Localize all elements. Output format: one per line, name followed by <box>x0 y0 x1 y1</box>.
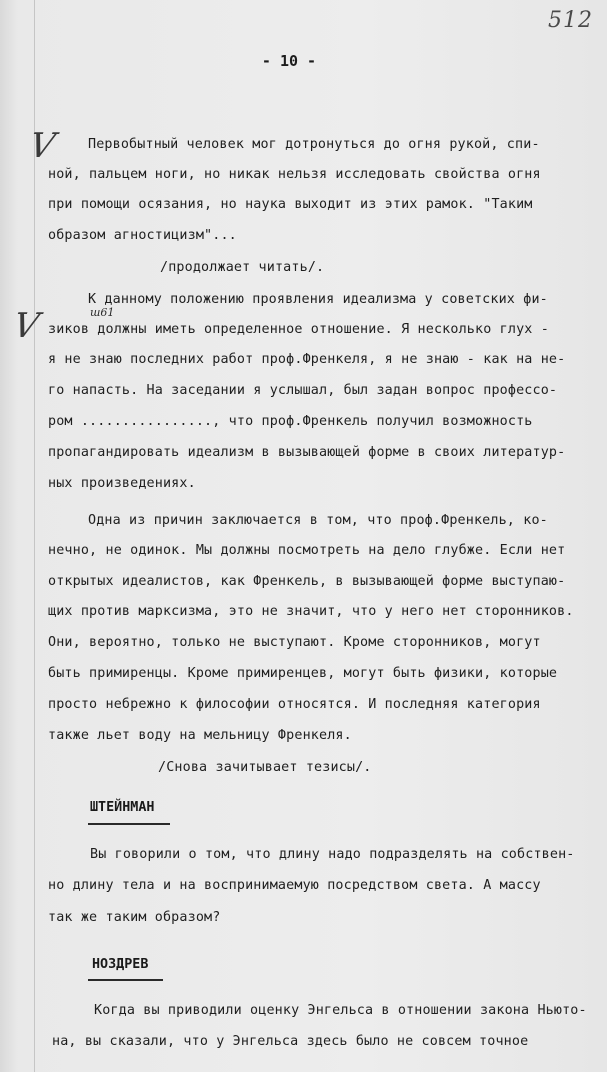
text-line: Когда вы приводили оценку Энгельса в отношении закона Ньюто- <box>94 1003 587 1018</box>
text-line: зиков должны иметь определенное отношение. Я несколько глух - <box>48 322 549 337</box>
text-line: пропагандировать идеализм в вызывающей форме в своих литератур- <box>48 445 566 460</box>
archive-number: 512 <box>548 8 593 33</box>
text-line: на, вы сказали, что у Энгельса здесь было не совсем точное <box>52 1034 529 1049</box>
margin-check-mark: V <box>26 126 59 166</box>
text-line: ной, пальцем ноги, но никак нельзя исследовать свойства огня <box>48 167 541 182</box>
text-line: я не знаю последних работ проф.Френкеля, я не знаю - как на не- <box>48 352 566 367</box>
text-line: ных произведениях. <box>48 476 196 491</box>
stage-direction: /продолжает читать/. <box>160 260 325 275</box>
text-line: при помощи осязания, но наука выходит из этих рамок. "Таким <box>48 197 533 212</box>
text-line: Они, вероятно, только не выступают. Кроме сторонников, могут <box>48 635 541 650</box>
text-line: Вы говорили о том, что длину надо подразделять на собствен- <box>90 847 575 862</box>
stage-direction: /Снова зачитывает тезисы/. <box>158 760 372 775</box>
speaker-name: НОЗДРЕВ <box>92 957 149 972</box>
text-line: но длину тела и на воспринимаемую посредством света. А массу <box>48 878 541 893</box>
speaker-underline <box>88 823 170 825</box>
text-line: К данному положению проявления идеализма у советских фи- <box>88 292 548 307</box>
text-line: также льет воду на мельницу Френкеля. <box>48 728 352 743</box>
speaker-underline <box>88 979 163 981</box>
text-line: Первобытный человек мог дотронуться до огня рукой, спи- <box>88 137 540 152</box>
margin-check-mark: V <box>10 306 43 346</box>
text-line: быть примиренцы. Кроме примиренцев, могут быть физики, которые <box>48 666 558 681</box>
text-line: образом агностицизм"... <box>48 228 237 243</box>
text-line: Одна из причин заключается в том, что проф.Френкель, ко- <box>88 513 548 528</box>
text-line: открытых идеалистов, как Френкель, в вызывающей форме выступаю- <box>48 574 566 589</box>
text-line: просто небрежно к философии относятся. И последняя категория <box>48 697 541 712</box>
text-line: го напасть. На заседании я услышал, был задан вопрос профессо- <box>48 383 558 398</box>
page-number: - 10 - <box>261 52 317 70</box>
text-line: щих против марксизма, это не значит, что у него нет сторонников. <box>48 604 574 619</box>
handwritten-note: ш61 <box>90 306 115 319</box>
text-line: ром ................, что проф.Френкель получил возможность <box>48 414 533 429</box>
text-line: так же таким образом? <box>48 910 221 925</box>
text-line: нечно, не одинок. Мы должны посмотреть на дело глубже. Если нет <box>48 543 566 558</box>
speaker-name: ШТЕЙНМАН <box>90 800 155 815</box>
